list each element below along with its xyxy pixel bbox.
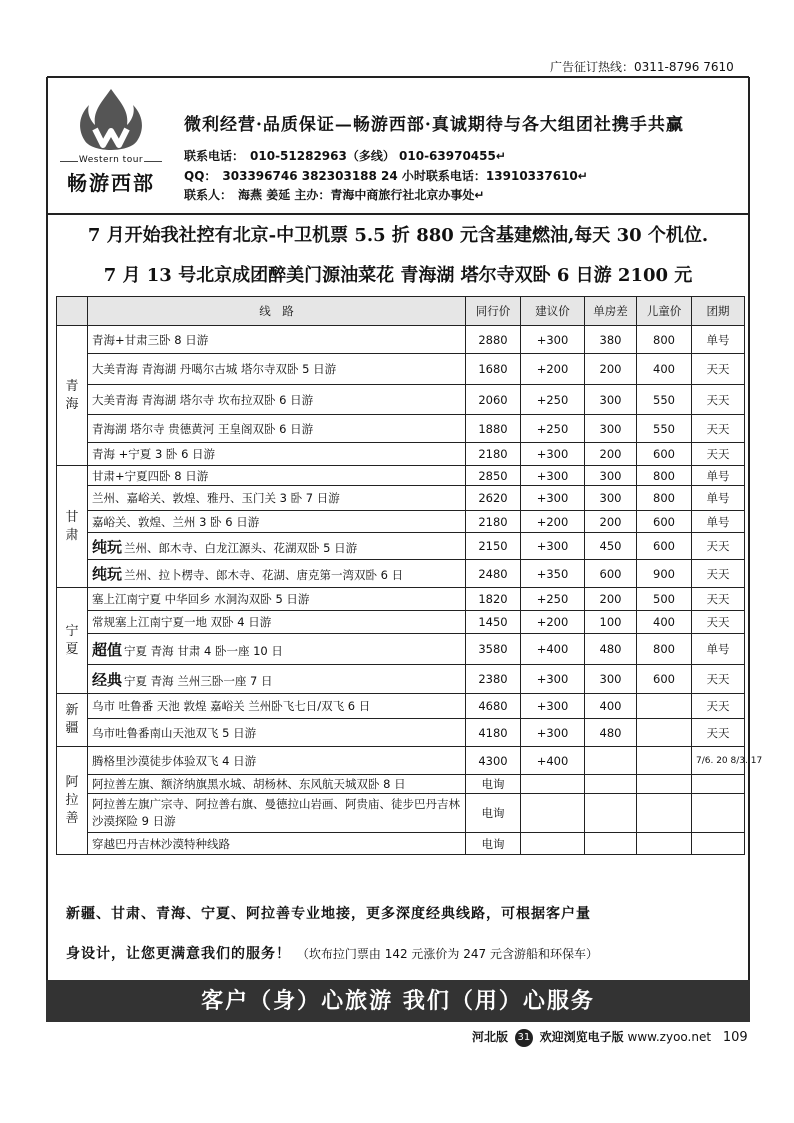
table-row xyxy=(57,354,745,385)
departure-cell: 单号 xyxy=(692,466,745,486)
departure-cell: 单号 xyxy=(692,326,745,354)
single-supplement-cell xyxy=(585,775,637,794)
table-row xyxy=(57,415,745,443)
single-supplement-cell: 380 xyxy=(585,326,637,354)
contact-person xyxy=(184,186,494,203)
single-supplement-cell: 300 xyxy=(585,486,637,511)
route-name: 穿越巴丹吉林沙漠特种线路 xyxy=(92,836,230,851)
suggest-price-cell: +400 xyxy=(521,747,585,775)
departure-cell: 天天 xyxy=(692,533,745,560)
route-cell xyxy=(88,588,466,611)
suggest-price-cell: +250 xyxy=(521,415,585,443)
suggest-price-cell: +250 xyxy=(521,588,585,611)
peer-price-cell: 2620 xyxy=(466,486,521,511)
child-price-cell: 400 xyxy=(637,354,692,385)
footnote-line-1: 新疆、甘肃、青海、宁夏、阿拉善专业地接，更多深度经典线路，可根据客户量 xyxy=(66,906,591,922)
peer-price-cell: 2060 xyxy=(466,385,521,415)
route-cell xyxy=(88,385,466,415)
route-name: 塞上江南宁夏 中华回乡 水洞沟双卧 5 日游 xyxy=(92,592,310,606)
route-cell xyxy=(88,634,466,665)
table-row xyxy=(57,560,745,588)
header-departure: 团期 xyxy=(692,297,745,326)
suggest-price-cell: +300 xyxy=(521,719,585,747)
route-name: 兰州、郎木寺、白龙江源头、花湖双卧 5 日游 xyxy=(124,540,358,555)
peer-price-cell: 4680 xyxy=(466,694,521,719)
departure-cell: 天天 xyxy=(692,354,745,385)
single-supplement-cell: 300 xyxy=(585,466,637,486)
single-supplement-cell: 200 xyxy=(585,354,637,385)
route-cell xyxy=(88,833,466,855)
table-row xyxy=(57,533,745,560)
departure-cell: 单号 xyxy=(692,511,745,533)
table-row xyxy=(57,588,745,611)
table-row xyxy=(57,466,745,486)
route-cell xyxy=(88,611,466,634)
departure-cell: 单号 xyxy=(692,634,745,665)
header-divider xyxy=(46,213,750,215)
departure-cell xyxy=(692,794,745,833)
qq-value: 303396746 382303188 24 小时联系电话：13910337610↵ xyxy=(222,169,588,183)
table-row xyxy=(57,794,745,833)
region-cell: 宁夏 xyxy=(57,588,88,694)
departure-cell: 天天 xyxy=(692,443,745,466)
route-name: 宁夏 青海 甘肃 4 卧一座 10 日 xyxy=(124,643,283,658)
single-supplement-cell: 480 xyxy=(585,719,637,747)
route-name: 常规塞上江南宁夏一地 双卧 4 日游 xyxy=(92,615,272,629)
region-cell: 甘肃 xyxy=(57,466,88,588)
single-supplement-cell: 100 xyxy=(585,611,637,634)
route-cell xyxy=(88,694,466,719)
person-label: 联系人： xyxy=(184,188,233,202)
route-highlight-tag: 超值 xyxy=(92,640,123,659)
peer-price-cell: 2850 xyxy=(466,466,521,486)
single-supplement-cell: 200 xyxy=(585,511,637,533)
suggest-price-cell: +300 xyxy=(521,665,585,694)
suggest-price-cell: +300 xyxy=(521,486,585,511)
suggest-price-cell: +300 xyxy=(521,326,585,354)
phone-label: 联系电话： xyxy=(184,149,245,163)
route-name: 大美青海 青海湖 丹噶尔古城 塔尔寺双卧 5 日游 xyxy=(92,362,337,376)
ad-hotline: 广告征订热线：0311-8796 7610 xyxy=(550,60,734,74)
route-name: 甘肃+宁夏四卧 8 日游 xyxy=(92,468,209,483)
header-route: 线 路 xyxy=(88,297,466,326)
child-price-cell: 800 xyxy=(637,466,692,486)
suggest-price-cell xyxy=(521,775,585,794)
child-price-cell: 600 xyxy=(637,511,692,533)
company-logo xyxy=(56,85,166,200)
peer-price-cell: 电询 xyxy=(466,794,521,833)
route-cell xyxy=(88,719,466,747)
departure-cell: 天天 xyxy=(692,719,745,747)
single-supplement-cell xyxy=(585,794,637,833)
peer-price-cell: 2180 xyxy=(466,443,521,466)
single-supplement-cell: 200 xyxy=(585,443,637,466)
child-price-cell: 800 xyxy=(637,634,692,665)
route-name: 兰州、嘉峪关、敦煌、雅丹、玉门关 3 卧 7 日游 xyxy=(92,491,340,505)
route-name: 青海+甘肃三卧 8 日游 xyxy=(92,332,209,347)
peer-price-cell: 4180 xyxy=(466,719,521,747)
qq-label: QQ： xyxy=(184,169,217,183)
route-cell xyxy=(88,511,466,533)
single-supplement-cell: 200 xyxy=(585,588,637,611)
child-price-cell: 500 xyxy=(637,588,692,611)
single-supplement-cell xyxy=(585,747,637,775)
route-name: 乌市吐鲁番南山天池双飞 5 日游 xyxy=(92,725,257,740)
departure-cell: 天天 xyxy=(692,560,745,588)
departure-cell: 单号 xyxy=(692,486,745,511)
suggest-price-cell: +200 xyxy=(521,611,585,634)
suggest-price-cell: +300 xyxy=(521,694,585,719)
table-row xyxy=(57,719,745,747)
single-supplement-cell: 450 xyxy=(585,533,637,560)
route-cell xyxy=(88,775,466,794)
table-row xyxy=(57,486,745,511)
logo-chinese: 畅游西部 xyxy=(67,171,155,195)
route-name: 阿拉善左旗广宗寺、阿拉善右旗、曼德拉山岩画、阿贵庙、徒步巴丹吉林沙漠探险 9 日游 xyxy=(92,797,460,828)
header-suggest-price: 建议价 xyxy=(521,297,585,326)
table-row xyxy=(57,443,745,466)
departure-cell: 天天 xyxy=(692,611,745,634)
suggest-price-cell: +300 xyxy=(521,533,585,560)
departure-cell xyxy=(692,833,745,855)
service-banner: 客户（身）心旅游 我们（用）心服务 xyxy=(46,980,750,1022)
table-row xyxy=(57,833,745,855)
route-name: 嘉峪关、敦煌、兰州 3 卧 6 日游 xyxy=(92,514,260,529)
child-price-cell xyxy=(637,719,692,747)
table-row xyxy=(57,665,745,694)
suggest-price-cell: +400 xyxy=(521,634,585,665)
route-name: 青海 +宁夏 3 卧 6 日游 xyxy=(92,447,216,461)
phone-value: 010-51282963（多线） 010-63970455↵ xyxy=(250,149,506,163)
headline-tour: 7 月 13 号北京成团醉美门源油菜花 青海湖 塔尔寺双卧 6 日游 2100 元 xyxy=(103,265,693,286)
child-price-cell: 600 xyxy=(637,665,692,694)
single-supplement-cell xyxy=(585,833,637,855)
route-highlight-tag: 纯玩 xyxy=(92,565,123,583)
route-cell xyxy=(88,415,466,443)
table-row xyxy=(57,747,745,775)
child-price-cell xyxy=(637,747,692,775)
footnote-text: 身设计，让您更满意我们的服务！ xyxy=(66,946,291,962)
route-name: 兰州、拉卜楞寺、郎木寺、花湖、唐克第一湾双卧 6 日 xyxy=(124,568,404,582)
table-row xyxy=(57,611,745,634)
region-cell: 新疆 xyxy=(57,694,88,747)
child-price-cell xyxy=(637,794,692,833)
route-name: 腾格里沙漠徒步体验双飞 4 日游 xyxy=(92,753,257,768)
table-row xyxy=(57,511,745,533)
child-price-cell: 600 xyxy=(637,443,692,466)
child-price-cell xyxy=(637,833,692,855)
peer-price-cell: 2150 xyxy=(466,533,521,560)
route-cell xyxy=(88,466,466,486)
table-row xyxy=(57,326,745,354)
header-peer-price: 同行价 xyxy=(466,297,521,326)
route-cell xyxy=(88,747,466,775)
peer-price-cell: 2180 xyxy=(466,511,521,533)
route-name: 大美青海 青海湖 塔尔寺 坎布拉双卧 6 日游 xyxy=(92,392,314,407)
route-name: 阿拉善左旗、额济纳旗黑水城、胡杨林、东风航天城双卧 8 日 xyxy=(92,777,406,791)
table-row xyxy=(57,694,745,719)
departure-cell: 天天 xyxy=(692,415,745,443)
flame-w-logo-icon xyxy=(71,85,151,157)
single-supplement-cell: 300 xyxy=(585,665,637,694)
child-price-cell xyxy=(637,694,692,719)
child-price-cell: 550 xyxy=(637,385,692,415)
suggest-price-cell: +200 xyxy=(521,354,585,385)
child-price-cell: 900 xyxy=(637,560,692,588)
route-highlight-tag: 经典 xyxy=(92,670,123,689)
region-cell: 青海 xyxy=(57,326,88,466)
suggest-price-cell: +300 xyxy=(521,443,585,466)
route-highlight-tag: 纯玩 xyxy=(92,537,123,556)
peer-price-cell: 电询 xyxy=(466,775,521,794)
table-row xyxy=(57,634,745,665)
peer-price-cell: 1450 xyxy=(466,611,521,634)
route-cell xyxy=(88,560,466,588)
peer-price-cell: 4300 xyxy=(466,747,521,775)
slogan: 微利经营·品质保证—畅游西部·真诚期待与各大组团社携手共赢 xyxy=(184,115,684,135)
peer-price-cell: 2380 xyxy=(466,665,521,694)
peer-price-cell: 1880 xyxy=(466,415,521,443)
child-price-cell: 400 xyxy=(637,611,692,634)
page-footer xyxy=(472,1028,748,1047)
header-single-supplement: 单房差 xyxy=(585,297,637,326)
peer-price-cell: 电询 xyxy=(466,833,521,855)
route-name: 青海湖 塔尔寺 贵德黄河 王皇阁双卧 6 日游 xyxy=(92,421,314,436)
single-supplement-cell: 300 xyxy=(585,415,637,443)
route-name: 宁夏 青海 兰州三卧一座 7 日 xyxy=(124,673,273,688)
route-name: 乌市 吐鲁番 天池 敦煌 嘉峪关 兰州卧飞七日/双飞 6 日 xyxy=(92,699,371,713)
suggest-price-cell xyxy=(521,794,585,833)
suggest-price-cell: +350 xyxy=(521,560,585,588)
table-row xyxy=(57,385,745,415)
single-supplement-cell: 300 xyxy=(585,385,637,415)
edition-badge: 31 xyxy=(515,1029,533,1047)
headline-flight: 7 月开始我社控有北京-中卫机票 5.5 折 880 元含基建燃油,每天 30 个机位. xyxy=(87,225,709,246)
suggest-price-cell: +250 xyxy=(521,385,585,415)
suggest-price-cell: +200 xyxy=(521,511,585,533)
child-price-cell: 600 xyxy=(637,533,692,560)
region-cell: 阿拉善 xyxy=(57,747,88,855)
departure-cell: 天天 xyxy=(692,665,745,694)
child-price-cell: 800 xyxy=(637,326,692,354)
footnote-price-note: （坎布拉门票由 142 元涨价为 247 元含游船和环保车） xyxy=(296,947,598,961)
child-price-cell: 550 xyxy=(637,415,692,443)
route-price-table xyxy=(56,296,763,855)
peer-price-cell: 3580 xyxy=(466,634,521,665)
departure-cell: 天天 xyxy=(692,385,745,415)
departure-cell xyxy=(692,775,745,794)
logo-english: Western tour xyxy=(56,155,166,165)
route-cell xyxy=(88,354,466,385)
page-number: 109 xyxy=(722,1030,748,1045)
route-cell xyxy=(88,665,466,694)
browse-text: 欢迎浏览电子版 xyxy=(539,1030,624,1044)
child-price-cell: 800 xyxy=(637,486,692,511)
child-price-cell xyxy=(637,775,692,794)
table-header-row xyxy=(57,297,745,326)
peer-price-cell: 2480 xyxy=(466,560,521,588)
person-value: 海燕 姜延 主办：青海中商旅行社北京办事处↵ xyxy=(238,188,485,202)
contact-qq xyxy=(184,167,598,184)
departure-cell: 天天 xyxy=(692,588,745,611)
footnote-line-2 xyxy=(66,943,598,963)
peer-price-cell: 2880 xyxy=(466,326,521,354)
departure-cell: 7/6. 20 8/3. 17 xyxy=(692,747,745,775)
route-cell xyxy=(88,533,466,560)
single-supplement-cell: 600 xyxy=(585,560,637,588)
route-cell xyxy=(88,326,466,354)
peer-price-cell: 1680 xyxy=(466,354,521,385)
contact-phone xyxy=(184,147,516,164)
header-region xyxy=(57,297,88,326)
suggest-price-cell xyxy=(521,833,585,855)
departure-cell: 天天 xyxy=(692,694,745,719)
single-supplement-cell: 480 xyxy=(585,634,637,665)
edition: 河北版 xyxy=(472,1030,509,1044)
website-url[interactable]: www.zyoo.net xyxy=(627,1030,712,1044)
suggest-price-cell: +300 xyxy=(521,466,585,486)
route-cell xyxy=(88,794,466,833)
route-cell xyxy=(88,486,466,511)
single-supplement-cell: 400 xyxy=(585,694,637,719)
table-row xyxy=(57,775,745,794)
route-cell xyxy=(88,443,466,466)
header-child-price: 儿童价 xyxy=(637,297,692,326)
peer-price-cell: 1820 xyxy=(466,588,521,611)
